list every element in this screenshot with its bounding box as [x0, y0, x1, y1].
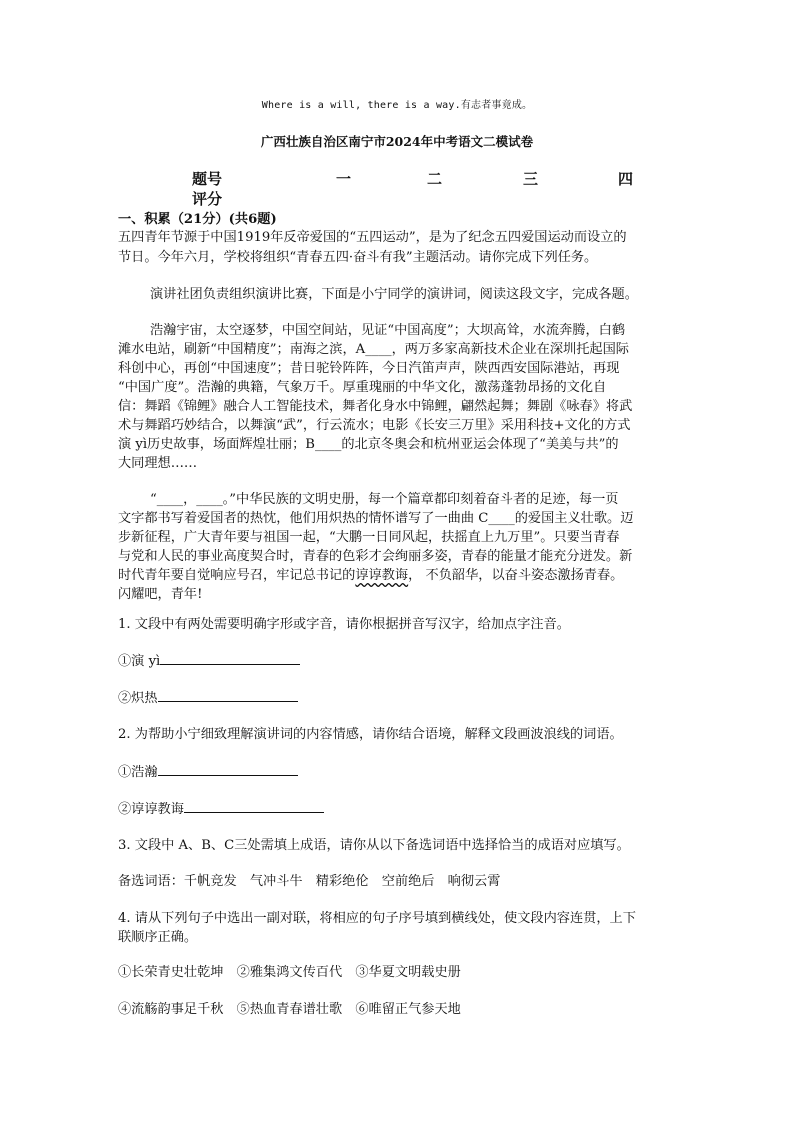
- speech-p1-line: 演 yì历史故事，场面辉煌壮丽；B____的北京冬奥会和杭州亚运会体现了“美美与共”的: [118, 437, 619, 452]
- speech-p2-line: 闪耀吧，青年!: [118, 587, 203, 602]
- question-3-options: 备选词语：千帆竞发 气冲斗牛 精彩绝伦 空前绝后 响彻云霄: [118, 874, 501, 889]
- exam-title: 广西壮族自治区南宁市2024年中考语文二模试卷: [260, 134, 534, 149]
- answer-blank[interactable]: [160, 651, 300, 665]
- score-table-question-label: 题号: [192, 170, 223, 188]
- motto-line: Where is a will, there is a way.有志者事竟成。: [261, 100, 533, 111]
- question-1-item-b: [118, 688, 678, 709]
- speech-p2-text: ， 不负韶华，以奋斗姿态激扬青春。: [408, 568, 624, 583]
- question-4-options-1: ①长荣青史壮乾坤 ②雅集鸿文传百代 ③华夏文明载史册: [118, 965, 461, 980]
- speech-p2-line: “____，____。”中华民族的文明史册，每一个篇章都印刻着奋斗者的足迹，每一页: [150, 492, 619, 507]
- speech-p1-line: 科创中心，再创“中国速度”；昔日驼铃阵阵，今日汽笛声声，陕西西安国际港站，再现: [118, 361, 620, 376]
- intro-line-2: 节日。今年六月，学校将组织“青春五四·奋斗有我”主题活动。请你完成下列任务。: [118, 250, 598, 265]
- answer-label: ①浩瀚: [118, 765, 158, 780]
- section-heading: 一、积累（21分）(共6题): [118, 212, 277, 227]
- speech-p2-line: [118, 566, 678, 586]
- question-1-item-a: [118, 651, 678, 672]
- speech-p2-line: 文字都书写着爱国者的热忱，他们用炽热的情怀谱写了一曲曲 C____的爱国主义壮歌。迈: [118, 511, 634, 526]
- task-instruction: 演讲社团负责组织演讲比赛，下面是小宁同学的演讲词，阅读这段文字，完成各题。: [150, 287, 638, 302]
- speech-p1-line: 信：舞蹈《锦鲤》融合人工智能技术，舞者化身水中锦鲤，翩然起舞；舞剧《咏春》将武: [118, 399, 633, 414]
- score-table-col-4: 四: [618, 170, 634, 188]
- intro-line-1: 五四青年节源于中国1919年反帝爱国的“五四运动”，是为了纪念五四爱国运动而设立的: [118, 230, 627, 245]
- question-2: 2. 为帮助小宁细致理解演讲词的内容情感，请你结合语境，解释文段画波浪线的词语。: [118, 727, 623, 742]
- answer-label: ②谆谆教诲: [118, 802, 184, 817]
- question-2-item-a: [118, 762, 678, 783]
- speech-p2-line: 步新征程，广大青年要与祖国一起，“大鹏一日同风起，扶摇直上九万里”。只要当青春: [118, 530, 620, 545]
- question-4-line-2: 联顺序正确。: [118, 930, 198, 945]
- speech-p1-line: 滩水电站，刷新“中国精度”；南海之滨，A____，两万多家高新技术企业在深圳托起国际: [118, 342, 629, 357]
- wavy-underlined-term: 谆谆教诲: [355, 568, 409, 583]
- speech-p1-line: “中国广度”。浩瀚的典籍，气象万千。厚重瑰丽的中华文化，激荡蓬勃昂扬的文化自: [118, 380, 607, 395]
- question-1: 1. 文段中有两处需要明确字形或字音，请你根据拼音写汉字，给加点字注音。: [118, 617, 570, 632]
- question-4-line-1: 4. 请从下列句子中选出一副对联，将相应的句子序号填到横线处，使文段内容连贯，上下: [118, 911, 636, 926]
- question-4-options-2: ④流觞韵事足千秋 ⑤热血青春谱壮歌 ⑥唯留正气参天地: [118, 1002, 461, 1017]
- answer-blank[interactable]: [158, 762, 298, 776]
- speech-p1-line: 大同理想……: [118, 456, 198, 471]
- speech-p2-text: 时代青年要自觉响应号召，牢记总书记的: [118, 568, 356, 583]
- score-table-score-label: 评分: [192, 190, 223, 208]
- answer-blank[interactable]: [184, 799, 324, 813]
- speech-p2-line: 与党和人民的事业高度契合时，青春的色彩才会绚丽多姿，青春的能量才能充分迸发。新: [118, 549, 633, 564]
- answer-label: ②炽热: [118, 691, 158, 706]
- question-3: 3. 文段中 A、B、C三处需填上成语，请你从以下备选词语中选择恰当的成语对应填写。: [118, 838, 630, 853]
- score-table-col-3: 三: [523, 170, 539, 188]
- score-table-col-2: 二: [427, 170, 443, 188]
- speech-p1-line: 术与舞蹈巧妙结合，以舞演“武”，行云流水；电影《长安三万里》采用科技+文化的方式: [118, 418, 631, 433]
- answer-blank[interactable]: [158, 688, 298, 702]
- score-table-col-1: 一: [336, 170, 352, 188]
- question-2-item-b: [118, 799, 678, 820]
- answer-label: ①演 yì: [118, 654, 161, 669]
- speech-p1-line: 浩瀚宇宙，太空逐梦，中国空间站，见证“中国高度”；大坝高耸，水流奔腾，白鹤: [150, 323, 626, 338]
